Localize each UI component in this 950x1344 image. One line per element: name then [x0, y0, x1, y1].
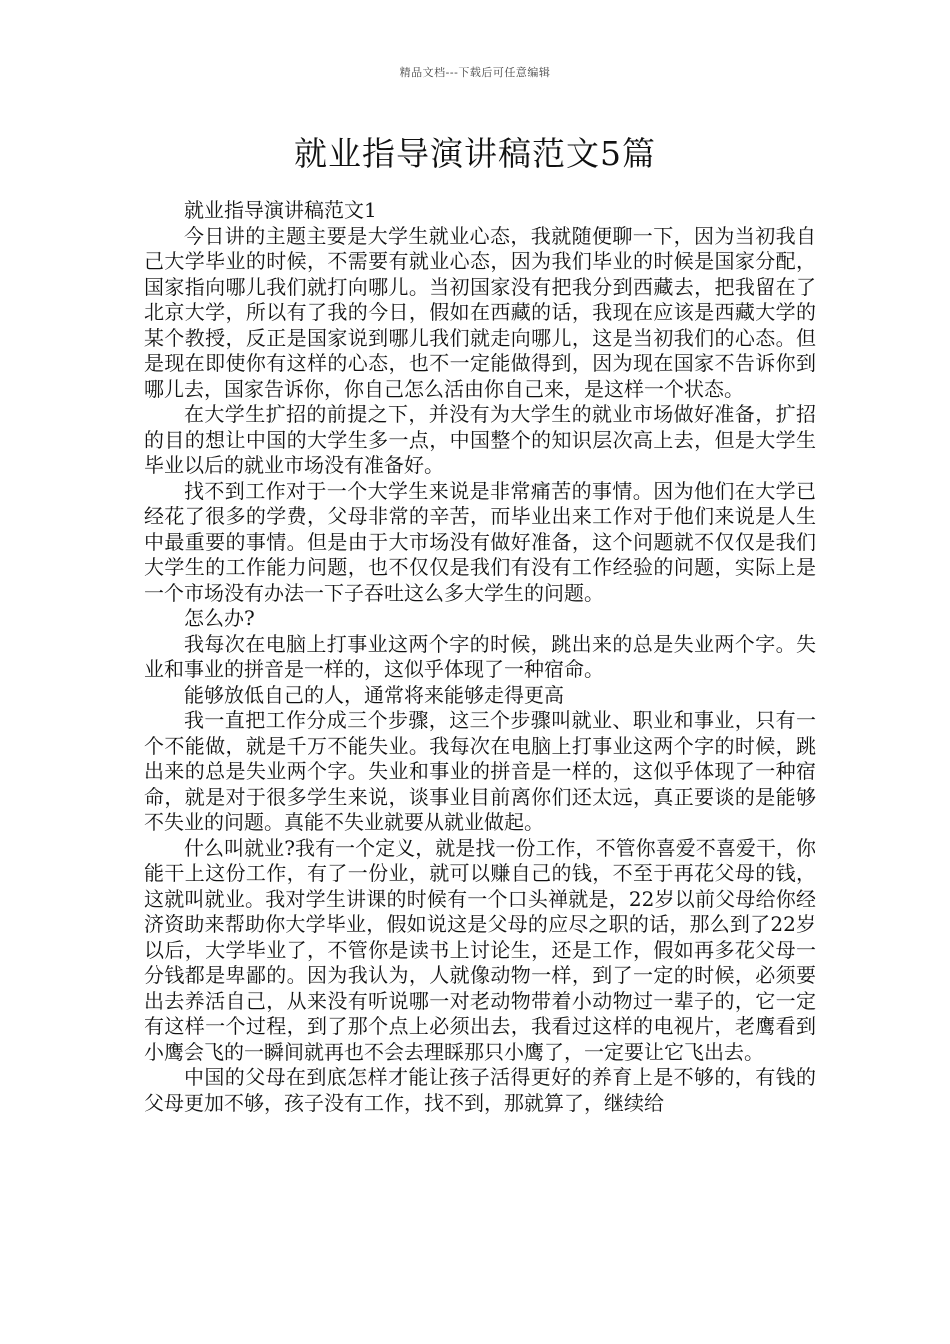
body-paragraph: 中国的父母在到底怎样才能让孩子活得更好的养育上是不够的，有钱的父母更加不够，孩子没有工作，找不到，那就算了，继续给	[144, 1065, 816, 1115]
body-paragraph: 我一直把工作分成三个步骤，这三个步骤叫就业、职业和事业，只有一个不能做，就是千万不能失业。我每次在电脑上打事业这两个字的时候，跳出来的总是失业两个字。失业和事业的拼音是一样的，这似乎体现了一种宿命，就是对于很多学生来说，谈事业目前离你们还太远，真正要谈的是能够不失业的问题。真能不失业就要从就业做起。	[144, 708, 816, 834]
body-paragraph: 我每次在电脑上打事业这两个字的时候，跳出来的总是失业两个字。失业和事业的拼音是一样的，这似乎体现了一种宿命。	[144, 631, 816, 681]
subheading-paragraph: 就业指导演讲稿范文1	[184, 198, 377, 222]
body-paragraph: 找不到工作对于一个大学生来说是非常痛苦的事情。因为他们在大学已经花了很多的学费，父母非常的辛苦，而毕业出来工作对于他们来说是人生中最重要的事情。但是由于大市场没有做好准备，这个问题就不仅仅是我们大学生的工作能力问题，也不仅仅是我们有没有工作经验的问题，实际上是一个市场没有办法一下子吞吐这么多大学生的问题。	[144, 478, 816, 605]
body-paragraph: 今日讲的主题主要是大学生就业心态，我就随便聊一下，因为当初我自己大学毕业的时候，不需要有就业心态，因为我们毕业的时候是国家分配，国家指向哪儿我们就打向哪儿。当初国家没有把我分到西藏去，把我留在了北京大学，所以有了我的今日，假如在西藏的话，我现在应该是西藏大学的某个教授，反正是国家说到哪儿我们就走向哪儿，这是当初我们的心态。但是现在即使你有这样的心态，也不一定能做得到，因为现在国家不告诉你到哪儿去，国家告诉你，你自己怎么活由你自己来，是这样一个状态。	[144, 223, 816, 401]
body-paragraph: 怎么办?	[184, 606, 255, 630]
body-paragraph: 在大学生扩招的前提之下，并没有为大学生的就业市场做好准备，扩招的目的想让中国的大学生多一点，中国整个的知识层次高上去，但是大学生毕业以后的就业市场没有准备好。	[144, 402, 816, 477]
body-paragraph: 什么叫就业?我有一个定义，就是找一份工作，不管你喜爱不喜爱干，你能干上这份工作，有了一份业，就可以赚自己的钱，不至于再花父母的钱，这就叫就业。我对学生讲课的时候有一个口头禅就是，22岁以前父母给你经济资助来帮助你大学毕业，假如说这是父母的应尽之职的话，那么到了22岁以后，大学毕业了，不管你是读书上讨论生，还是工作，假如再多花父母一分钱都是卑鄙的。因为我认为，人就像动物一样，到了一定的时候，必须要出去养活自己，从来没有听说哪一对老动物带着小动物过一辈子的，它一定有这样一个过程，到了那个点上必须出去，我看过这样的电视片，老鹰看到小鹰会飞的一瞬间就再也不会去理睬那只小鹰了，一定要让它飞出去。	[144, 835, 816, 1064]
document-body	[144, 198, 816, 1116]
page-header: 精品文档---下载后可任意编辑	[399, 66, 551, 79]
document-title: 就业指导演讲稿范文5篇	[294, 134, 656, 173]
body-paragraph: 能够放低自己的人，通常将来能够走得更高	[184, 682, 564, 707]
